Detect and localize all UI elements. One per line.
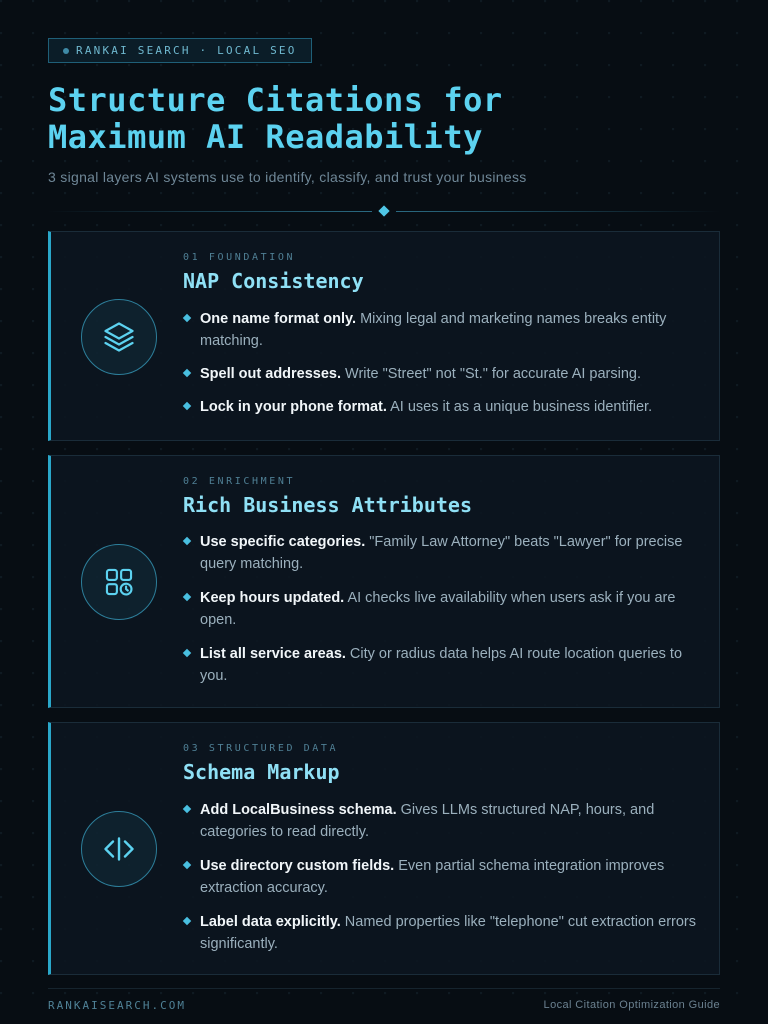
title-line-1: Structure Citations for xyxy=(48,81,503,119)
divider-right xyxy=(396,211,720,212)
list-item xyxy=(183,643,703,687)
card-schema-markup xyxy=(48,722,720,975)
item-bold: Label data explicitly. xyxy=(200,914,341,930)
grid-clock-icon xyxy=(81,544,157,620)
item-text: "Family Law Attorney" beats "Lawyer" for precise query matching. xyxy=(200,534,683,572)
card-kicker: 01 FOUNDATION xyxy=(183,252,296,263)
card-nap-consistency xyxy=(48,231,720,441)
item-text: Even partial schema integration improves extraction accuracy. xyxy=(200,858,665,896)
diamond-bullet-icon xyxy=(183,917,191,925)
item-text: Named properties like "telephone" cut extraction errors significantly. xyxy=(200,914,697,952)
divider-diamond-icon xyxy=(378,205,389,216)
item-bold: Use directory custom fields. xyxy=(200,858,395,874)
item-bold: Keep hours updated. xyxy=(200,590,345,606)
list-item xyxy=(183,363,703,385)
page-subtitle: 3 signal layers AI systems use to identify, classify, and trust your business xyxy=(48,169,527,185)
item-text: City or radius data helps AI route location queries to you. xyxy=(200,646,683,684)
footer-website: RANKAISEARCH.COM xyxy=(48,999,186,1012)
layers-icon xyxy=(81,299,157,375)
footer-divider xyxy=(48,988,720,989)
title-line-2: Maximum AI Readability xyxy=(48,118,483,156)
list-item xyxy=(183,308,703,352)
card-heading: NAP Consistency xyxy=(183,269,364,293)
diamond-bullet-icon xyxy=(183,402,191,410)
divider-left xyxy=(48,211,372,212)
item-text: AI uses it as a unique business identifier. xyxy=(386,399,653,415)
card-heading: Rich Business Attributes xyxy=(183,493,472,517)
card-rich-business-attributes xyxy=(48,455,720,708)
list-item xyxy=(183,396,703,418)
item-text: Mixing legal and marketing names breaks entity matching. xyxy=(200,311,667,349)
item-bold: Use specific categories. xyxy=(200,534,366,550)
diamond-bullet-icon xyxy=(183,593,191,601)
list-item xyxy=(183,531,703,575)
item-bold: Spell out addresses. xyxy=(200,366,342,382)
item-text: AI checks live availability when users ask if you are open. xyxy=(200,590,676,628)
list-item xyxy=(183,587,703,631)
card-bullet-list xyxy=(183,799,703,955)
item-bold: Lock in your phone format. xyxy=(200,399,387,415)
badge-dot-icon xyxy=(63,48,69,54)
card-bullet-list xyxy=(183,308,703,418)
brand-badge xyxy=(48,38,312,63)
card-bullet-list xyxy=(183,531,703,687)
item-text: Gives LLMs structured NAP, hours, and categories to read directly. xyxy=(200,802,655,840)
item-text: Write "Street" not "St." for accurate AI parsing. xyxy=(341,366,642,382)
card-heading: Schema Markup xyxy=(183,760,340,784)
item-bold: One name format only. xyxy=(200,311,357,327)
diamond-bullet-icon xyxy=(183,861,191,869)
diamond-bullet-icon xyxy=(183,649,191,657)
diamond-bullet-icon xyxy=(183,805,191,813)
page-title xyxy=(48,82,503,156)
badge-label: RANKAI SEARCH · LOCAL SEO xyxy=(76,44,297,57)
footer-guide-title: Local Citation Optimization Guide xyxy=(543,999,720,1011)
item-bold: List all service areas. xyxy=(200,646,346,662)
item-bold: Add LocalBusiness schema. xyxy=(200,802,397,818)
code-icon xyxy=(81,811,157,887)
list-item xyxy=(183,799,703,843)
card-kicker: 03 STRUCTURED DATA xyxy=(183,743,339,754)
card-kicker: 02 ENRICHMENT xyxy=(183,476,296,487)
list-item xyxy=(183,911,703,955)
diamond-bullet-icon xyxy=(183,537,191,545)
list-item xyxy=(183,855,703,899)
diamond-bullet-icon xyxy=(183,369,191,377)
diamond-bullet-icon xyxy=(183,314,191,322)
